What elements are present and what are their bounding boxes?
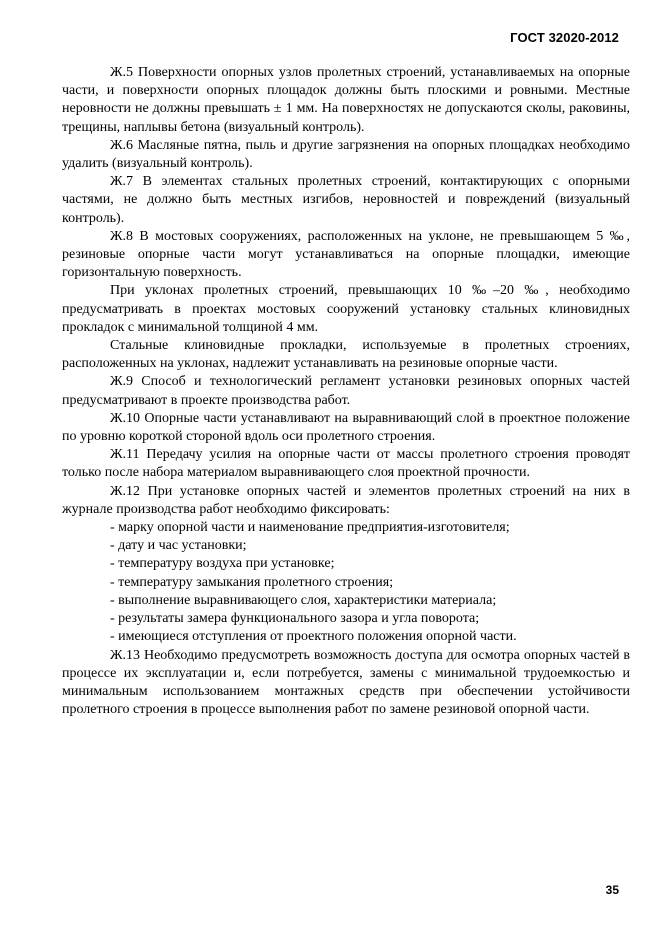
paragraph-zh8: Ж.8 В мостовых сооружениях, расположенных на уклоне, не превышающем 5 ‰, резиновые опорные части могут устанавливаться на опорные площадки, имеющие горизонтальную поверхность. <box>62 228 630 281</box>
paragraph-zh10: Ж.10 Опорные части устанавливают на выравнивающий слой в проектное положение по уровню короткой стороной вдоль оси пролетного строения. <box>62 410 630 445</box>
paragraph-zh7: Ж.7 В элементах стальных пролетных строений, контактирующих с опорными частями, не должно быть местных изгибов, неровностей и повреждений (визуальный контроль). <box>62 174 630 226</box>
paragraph-zh11: Ж.11 Передачу усилия на опорные части от массы пролетного строения проводят только после набора материалом выравнивающего слоя проектной прочности. <box>62 447 630 481</box>
page-body <box>62 64 630 719</box>
list-item: - выполнение выравнивающего слоя, характеристики материала; <box>110 592 497 608</box>
list-item: - имеющиеся отступления от проектного положения опорной части. <box>110 629 517 645</box>
paragraph-zh12: Ж.12 При установке опорных частей и элементов пролетных строений на них в журнале производства работ необходимо фиксировать: <box>62 483 630 517</box>
list-item: - дату и час установки; <box>110 538 247 554</box>
journal-record-list <box>62 519 630 646</box>
page-number: 35 <box>605 883 619 897</box>
list-item: - температуру воздуха при установке; <box>110 556 335 572</box>
paragraph-zh13: Ж.13 Необходимо предусмотреть возможность доступа для осмотра опорных частей в процессе их эксплуатации и, если потребуется, замены с минимальной трудоемкостью и минимальным использованием монтажных средств при обеспечении устойчивости пролетного строения в процессе выполнения работ по замене резиновой опорной части. <box>62 647 630 718</box>
list-item: - результаты замера функционального зазора и угла поворота; <box>110 611 480 627</box>
paragraph-wedge-plates-install: Стальные клиновидные прокладки, используемые в пролетных строениях, расположенных на уклонах, надлежит устанавливать на резиновые опорные части. <box>62 338 630 372</box>
document-code-header: ГОСТ 32020-2012 <box>510 30 619 45</box>
list-item: - температуру замыкания пролетного строения; <box>110 574 394 590</box>
paragraph-zh6: Ж.6 Масляные пятна, пыль и другие загрязнения на опорных площадках необходимо удалить (визуальный контроль). <box>62 137 630 172</box>
list-item: - марку опорной части и наименование предприятия-изготовителя; <box>110 520 510 536</box>
paragraph-zh5: Ж.5 Поверхности опорных узлов пролетных строений, устанавливаемых на опорные части, и поверхности опорных площадок должны быть плоскими и ровными. Местные неровности не должны превышать ± 1 мм. На поверхностях не допускаются сколы, раковины, трещины, наплывы бетона (визуальный контроль). <box>62 65 630 135</box>
paragraph-zh9: Ж.9 Способ и технологический регламент установки резиновых опорных частей предусматривают в проекте производства работ. <box>62 374 630 408</box>
paragraph-slope-wedge-plates: При уклонах пролетных строений, превышающих 10 ‰–20 ‰, необходимо предусматривать в проектах мостовых сооружений установку стальных клиновидных прокладок с минимальной толщиной 4 мм. <box>62 283 630 335</box>
